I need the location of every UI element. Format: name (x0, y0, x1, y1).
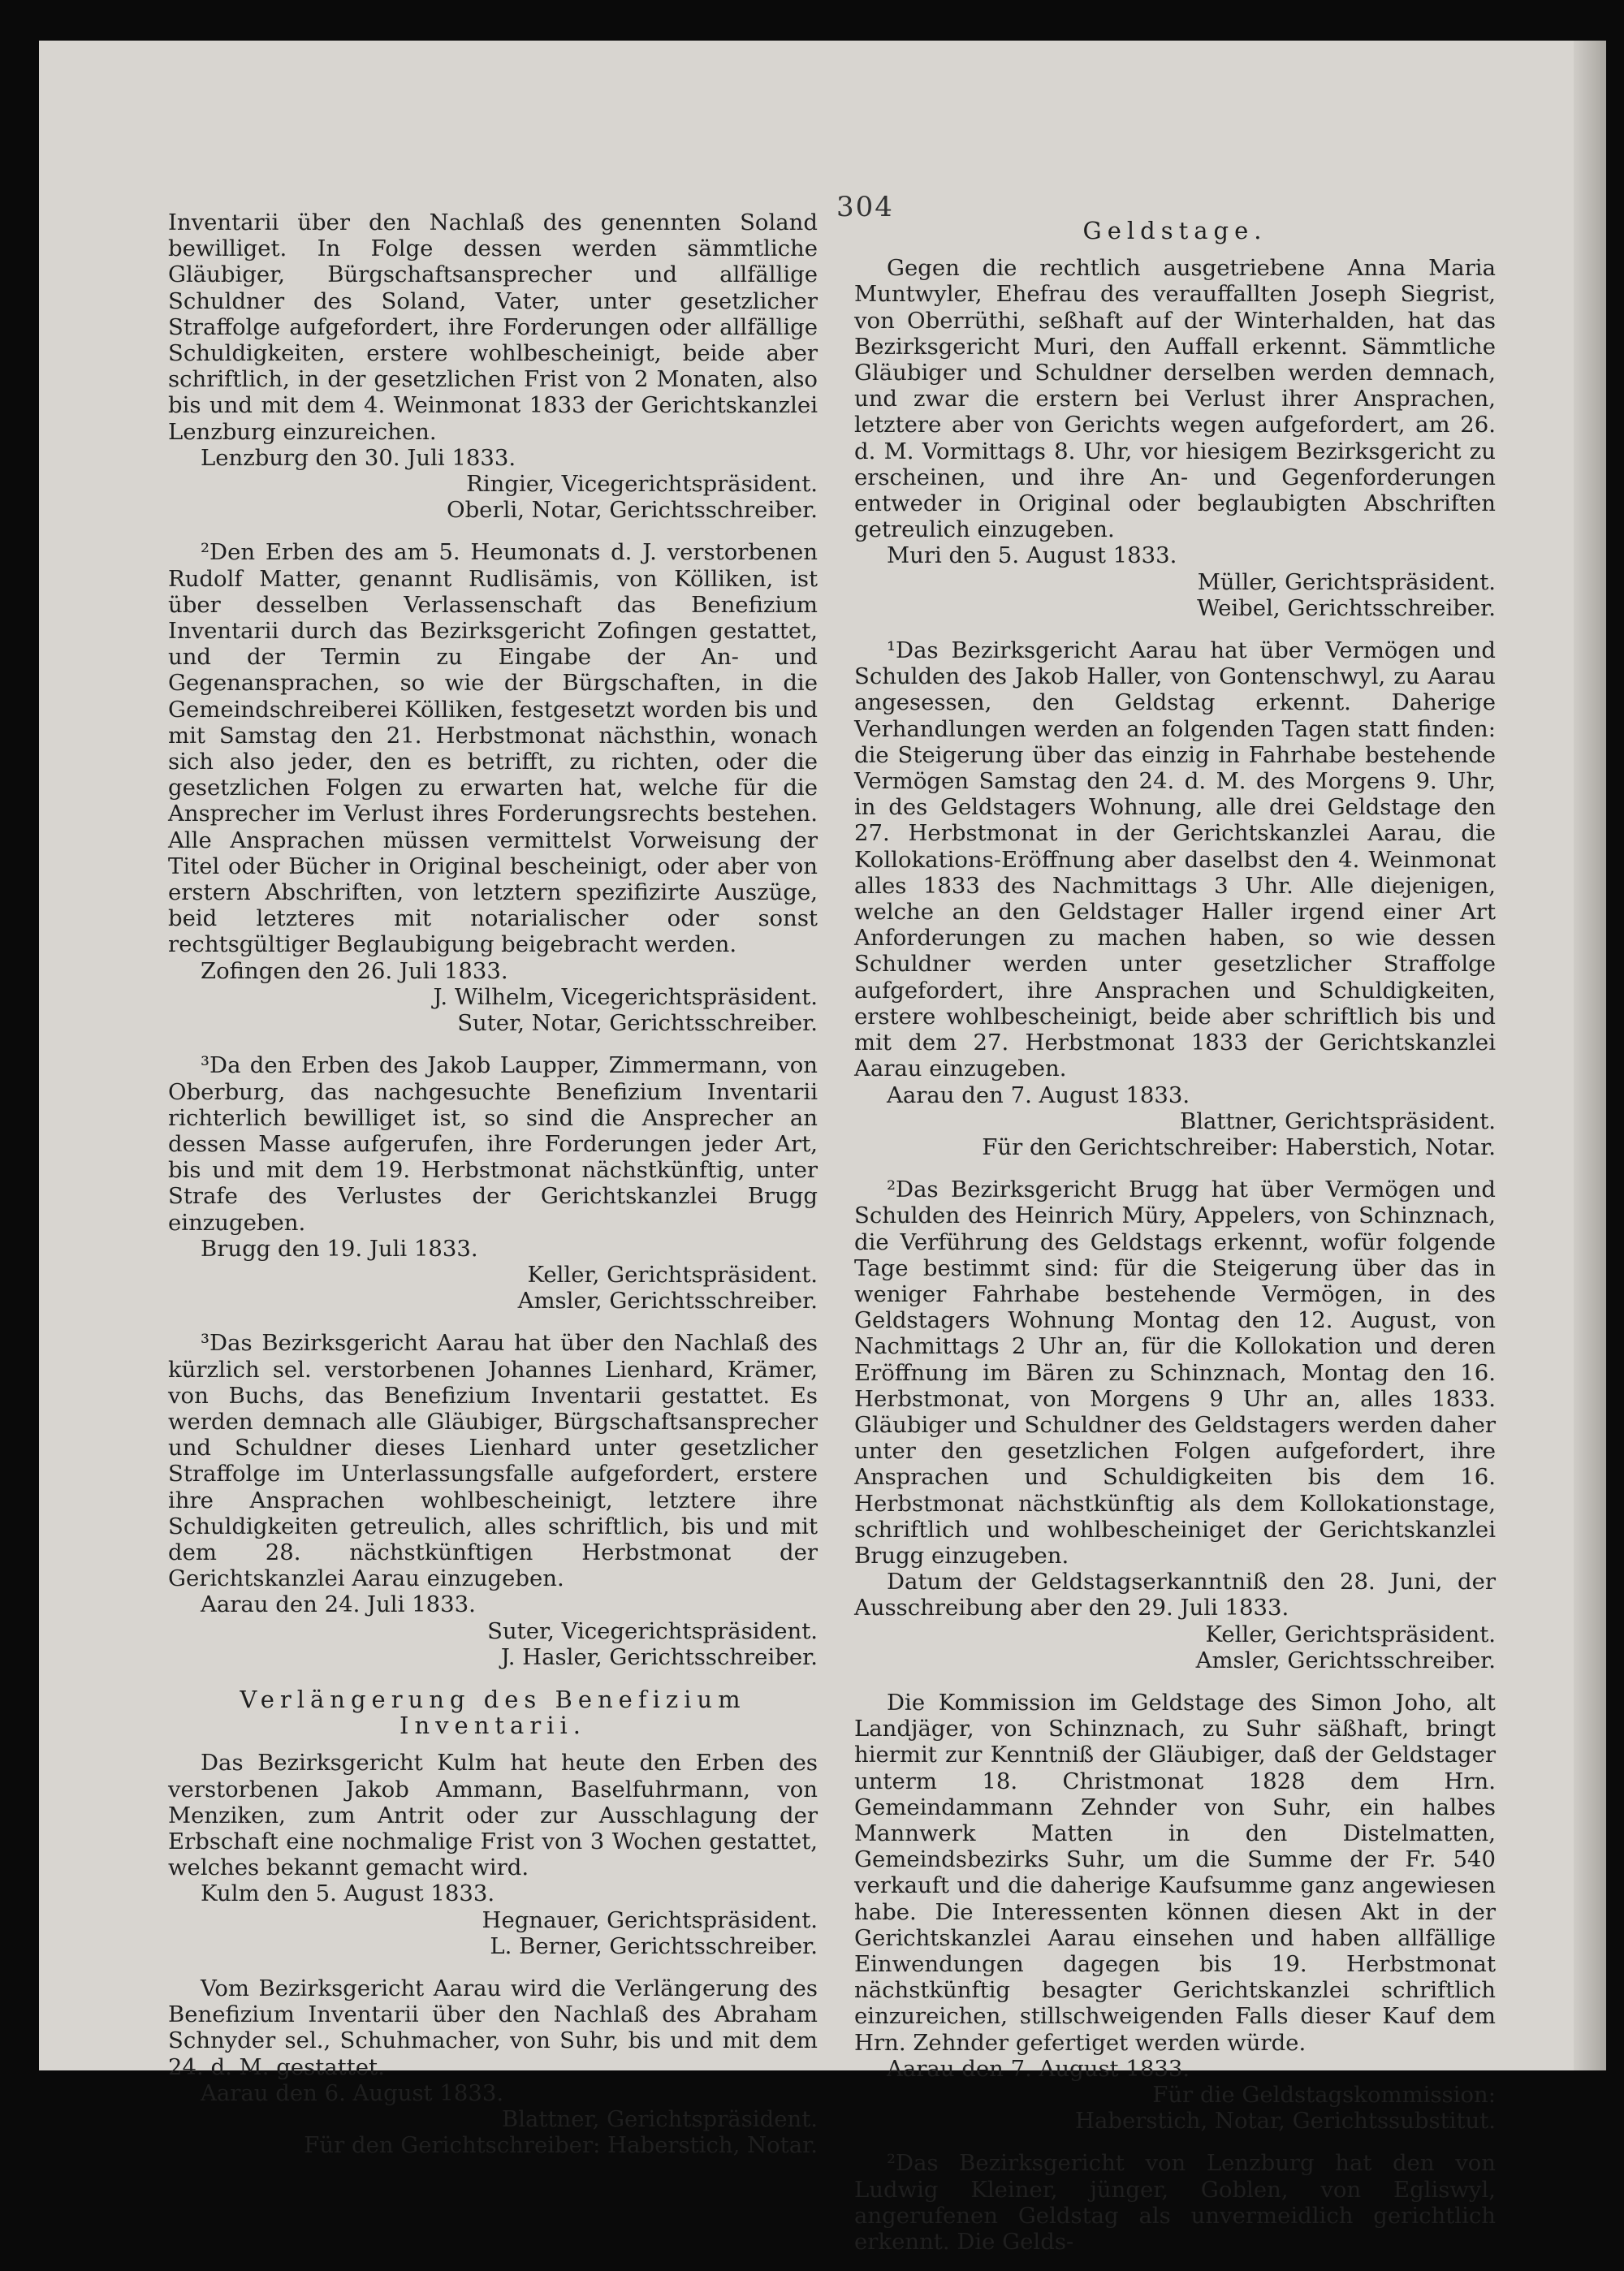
notice-kulm-ammann (168, 1750, 818, 1959)
notice-body: ¹Das Bezirksgericht Aarau hat über Vermögen und Schulden des Jakob Haller, von Gontenschwyl, zu Aarau angesessen, den Geldstag erkennt. Daherige Verhandlungen werden an folgenden Tagen statt finden: die Steigerung über das einzig in Fahrhabe bestehende Vermögen Samstag den 24. d. M. des Morgens 9. Uhr, in des Geldstagers Wohnung, alle drei Geldstage den 27. Herbstmonat in der Gerichtskanzlei Aarau, die Kollokations-Eröffnung aber daselbst den 4. Weinmonat alles 1833 des Nachmittags 3 Uhr. Alle diejenigen, welche an den Geldstager Haller irgend einer Art Anforderungen zu machen haben, so wie dessen Schuldner werden unter gesetzlicher Straffolge aufgefordert, ihre Ansprachen und Schuldigkeiten, erstere wohlbescheinigt, beide aber schriftlich bis und mit dem 27. Herbstmonat 1833 der Gerichtskanzlei Aarau einzugeben. (854, 637, 1496, 1082)
notice-suhr-joho (854, 1690, 1496, 2134)
notice-signature: Blattner, Gerichtspräsident. (1180, 1107, 1496, 1134)
notice-body: Das Bezirksgericht Kulm hat heute den Erben des verstorbenen Jakob Ammann, Baselfuhrmann, von Menziken, zum Antrit oder zur Ausschlagung der Erbschaft eine nochmalige Frist von 3 Wochen gestattet, welches bekannt gemacht wird. (168, 1750, 818, 1881)
notice-signature: Keller, Gerichtspräsident. (527, 1261, 818, 1288)
notice-date: Kulm den 5. August 1833. (201, 1880, 495, 1907)
notice-signature: J. Wilhelm, Vicegerichtspräsident. (433, 983, 818, 1010)
notice-body: Vom Bezirksgericht Aarau wird die Verlängerung des Benefizium Inventarii über den Nachlaß des Abraham Schnyder sel., Schuhmacher, von Suhr, bis und mit dem 24. d. M. gestattet. (168, 1975, 818, 2080)
right-column (854, 218, 1496, 2271)
notice-signature: Weibel, Gerichtsschreiber. (1197, 594, 1496, 621)
notice-signature: Keller, Gerichtspräsident. (1205, 1621, 1496, 1647)
notice-body: ³Das Bezirksgericht Aarau hat über den Nachlaß des kürzlich sel. verstorbenen Johannes Lienhard, Krämer, von Buchs, das Benefizium Inventarii gestattet. Es werden demnach alle Gläubiger, Bürgschaftsansprecher und Schuldner dieses Lienhard unter gesetzlicher Straffolge im Unterlassungsfalle aufgefordert, erstere ihre Ansprachen wohlbescheinigt, letztere ihre Schuldigkeiten getreulich, alles schriftlich, bis und mit dem 28. nächstkünftigen Herbstmonat der Gerichtskanzlei Aarau einzugeben. (168, 1330, 818, 1592)
notice-date: Muri den 5. August 1833. (887, 542, 1177, 569)
section-heading: Verlängerung des Benefizium Inventarii. (240, 1685, 746, 1740)
notice-body: Inventarii über den Nachlaß des genennten Soland bewilliget. In Folge dessen werden sämmtliche Gläubiger, Bürgschaftsansprecher und allfällige Schuldner des Soland, Vater, unter gesetzlicher Straffolge aufgefordert, ihre Forderungen oder allfällige Schuldigkeiten, erstere wohlbescheinigt, beide aber schriftlich, in der gesetzlichen Frist von 2 Monaten, also bis und mit dem 4. Weinmonat 1833 der Gerichtskanzlei Lenzburg einzureichen. (168, 209, 818, 445)
notice-lenzburg-kleiner (854, 2150, 1496, 2255)
notice-signature: Für die Geldstagskommission: (1152, 2082, 1496, 2109)
notice-signature: J. Hasler, Gerichtsschreiber. (500, 1643, 818, 1670)
notice-body: ²Den Erben des am 5. Heumonats d. J. verstorbenen Rudolf Matter, genannt Rudlisämis, von Kölliken, ist über desselben Verlassenschaft das Benefizium Inventarii durch das Bezirksgericht Zofingen gestattet, und der Termin zu Eingabe der An- und Gegenansprachen, so wie der Bürgschaften, in die Gemeindschreiberei Kölliken, festgesetzt worden bis und mit Samstag den 21. Herbstmonat nächsthin, wonach sich also jeder, den es betrifft, zu richten, oder die gesetzlichen Folgen zu erwarten hat, welche für die Ansprecher im Verlust ihres Forderungsrechts bestehen. Alle Ansprachen müssen vermittelst Vorweisung der Titel oder Bücher in Original bescheinigt, oder aber von erstern Abschriften, von letztern spezifizirte Auszüge, beid letzteres mit notarialischer oder sonst rechtsgültiger Beglaubigung beigebracht werden. (168, 539, 818, 958)
left-column (168, 209, 818, 2174)
notice-date: Aarau den 24. Juli 1833. (201, 1591, 476, 1618)
notice-signature: Für den Gerichtschreiber: Haberstich, Notar. (304, 2132, 818, 2159)
notice-body: Die Kommission im Geldstage des Simon Joho, alt Landjäger, von Schinznach, zu Suhr säßhaft, bringt hiermit zur Kenntniß der Gläubiger, daß der Geldstager unterm 18. Christmonat 1828 dem Hrn. Gemeindammann Zehnder von Suhr, ein halbes Mannwerk Matten in den Distelmatten, Gemeindsbezirks Suhr, um die Summe der Fr. 540 verkauft und die daherige Kaufsumme ganz angewiesen habe. Die Interessenten können diesen Akt in der Gerichtskanzlei Aarau einsehen und haben allfällige Einwendungen dagegen bis 19. Herbstmonat nächstkünftig besagter Gerichtskanzlei schriftlich einzureichen, stillschweigenden Falls dieser Kauf dem Hrn. Zehnder gefertiget werden würde. (854, 1689, 1496, 2056)
section-heading: Geldstage. (1082, 217, 1268, 244)
notice-body: ²Das Bezirksgericht Brugg hat über Vermögen und Schulden des Heinrich Müry, Appelers, von Schinznach, die Verführung des Geldstags erkennt, wofür folgende Tage bestimmt sind: für die Steigerung über das in weniger Fahrhabe bestehende Vermögen, in des Geldstagers Wohnung Montag den 12. August, von Nachmittags 2 Uhr an, für die Kollokation und deren Eröffnung im Bären zu Schinznach, Montag den 16. Herbstmonat, von Morgens 9 Uhr an, alles 1833. Gläubiger und Schuldner des Geldstagers werden daher unter den gesetzlichen Folgen aufgefordert, ihre Ansprachen und Schuldigkeiten bis dem 16. Herbstmonat nächstkünftig als dem Kollokationstage, schriftlich und wohlbescheiniget der Gerichtskanzlei Brugg einzugeben. (854, 1177, 1496, 1569)
notice-aarau-haller (854, 637, 1496, 1160)
notice-signature: Für den Gerichtschreiber: Haberstich, Notar. (982, 1133, 1496, 1160)
notice-signature: Blattner, Gerichtspräsident. (502, 2106, 818, 2133)
notice-date: Datum der Geldstagserkanntniß den 28. Juni, der Ausschreibung aber den 29. Juli 1833. (854, 1569, 1496, 1621)
notice-signature: Hegnauer, Gerichtspräsident. (482, 1906, 818, 1933)
notice-muri-muntwyler (854, 255, 1496, 621)
notice-signature: Haberstich, Notar, Gerichtssubstitut. (1074, 2108, 1496, 2135)
notice-brugg-muery (854, 1177, 1496, 1673)
notice-aarau-lienhard (168, 1330, 818, 1670)
notice-body: ³Da den Erben des Jakob Laupper, Zimmermann, von Oberburg, das nachgesuchte Benefizium Inventarii richterlich bewilliget ist, so sind die Ansprecher an dessen Masse aufgerufen, ihre Forderungen jeder Art, bis und mit dem 19. Herbstmonat nächstkünftig, unter Strafe des Verlustes der Gerichtskanzlei Brugg einzugeben. (168, 1052, 818, 1236)
notice-date: Aarau den 7. August 1833. (887, 2055, 1190, 2082)
notice-body: Gegen die rechtlich ausgetriebene Anna Maria Muntwyler, Ehefrau des verauffallten Joseph Siegrist, von Oberrüthi, seßhaft auf der Winterhalden, hat das Bezirksgericht Muri, den Auffall erkennt. Sämmtliche Gläubiger und Schuldner derselben werden demnach, und zwar die erstern bei Verlust ihrer Ansprachen, letztere aber von Gerichts wegen aufgefordert, am 26. d. M. Vormittags 8. Uhr, vor hiesigem Bezirksgericht zu erscheinen, und ihre An- und Gegenforderungen entweder in Original oder beglaubigten Abschriften getreulich einzugeben. (854, 255, 1496, 543)
notice-signature: L. Berner, Gerichtsschreiber. (490, 1932, 818, 1959)
notice-zofingen-matter (168, 539, 818, 1036)
notice-signature: Amsler, Gerichtsschreiber. (1195, 1647, 1496, 1673)
notice-signature: Ringier, Vicegerichtspräsident. (466, 471, 818, 498)
notice-signature: Müller, Gerichtspräsident. (1197, 568, 1496, 595)
notice-date: Aarau den 7. August 1833. (887, 1082, 1190, 1108)
notice-signature: Suter, Vicegerichtspräsident. (487, 1617, 818, 1644)
page-number: 304 (836, 191, 894, 223)
notice-signature: Amsler, Gerichtsschreiber. (517, 1288, 818, 1315)
notice-signature: Suter, Notar, Gerichtsschreiber. (457, 1010, 818, 1037)
notice-date: Brugg den 19. Juli 1833. (201, 1235, 478, 1262)
notice-date: Lenzburg den 30. Juli 1833. (201, 444, 516, 471)
notice-brugg-laupper (168, 1052, 818, 1314)
notice-signature: Oberli, Notar, Gerichtsschreiber. (447, 497, 818, 524)
notice-lenzburg-soland (168, 209, 818, 523)
notice-body: ²Das Bezirksgericht von Lenzburg hat den von Ludwig Kleiner, jünger, Goblen, von Egliswyl, angerufenen Geldstag als unvermeidlich gerichtlich erkennt. Die Gelds- (854, 2150, 1496, 2256)
notice-date: Zofingen den 26. Juli 1833. (201, 957, 508, 984)
notice-date: Aarau den 6. August 1833. (201, 2079, 504, 2106)
notice-aarau-schnyder (168, 1975, 818, 2158)
